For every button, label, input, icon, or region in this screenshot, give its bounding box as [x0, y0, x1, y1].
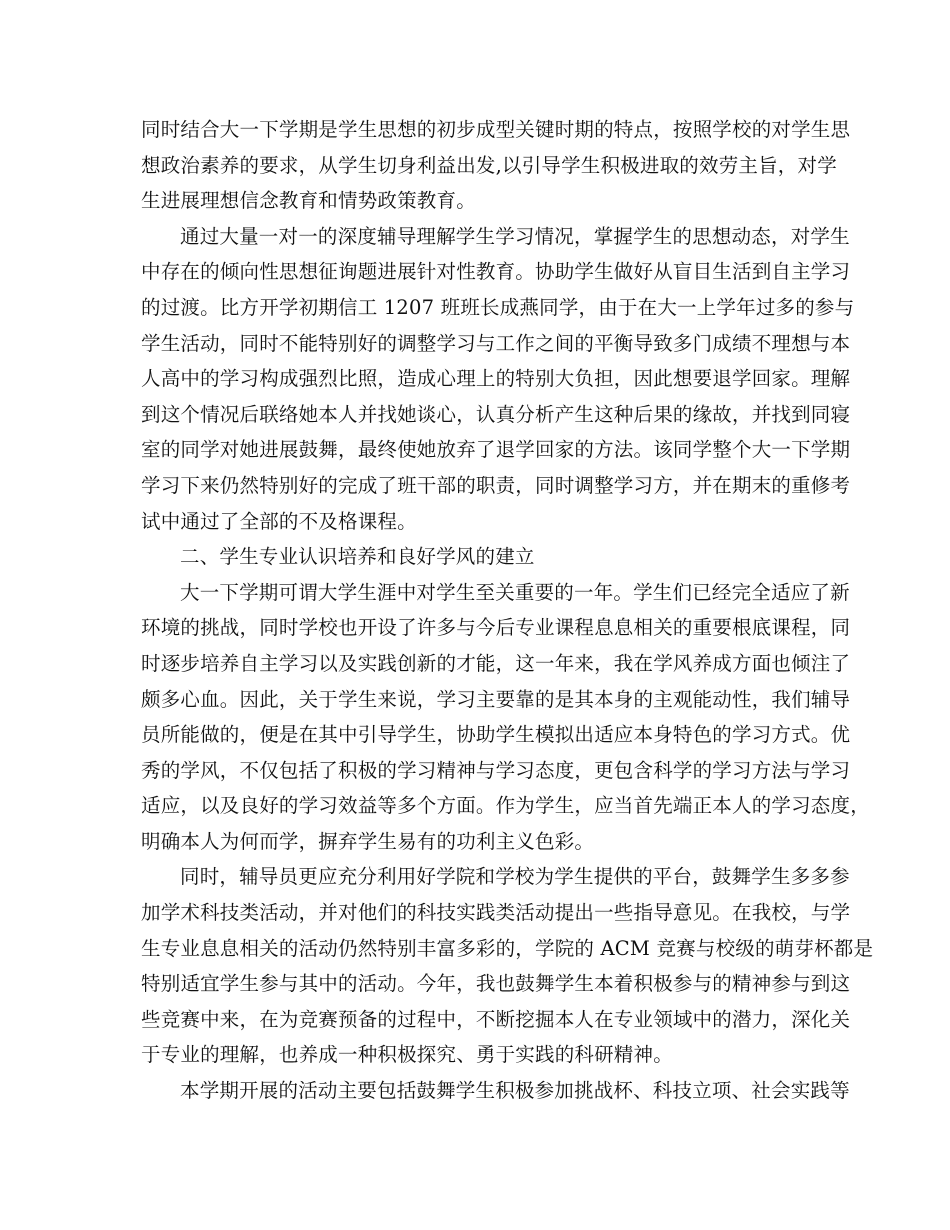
text-line: 同时，辅导员更应充分利用好学院和学校为学生提供的平台，鼓舞学生多多参: [180, 865, 850, 889]
text-line: 环境的挑战，同时学校也开设了许多与今后专业课程息息相关的重要根底课程，同: [141, 616, 851, 640]
text-line: 二、学生专业认识培养和良好学风的建立: [180, 545, 535, 569]
text-line: 同时结合大一下学期是学生思想的初步成型关键时期的特点，按照学校的对学生思: [141, 118, 851, 141]
text-line: 生专业息息相关的活动仍然特别丰富多彩的，学院的 ACM 竞赛与校级的萌芽杯都是: [141, 936, 874, 960]
text-line: 到这个情况后联络她本人并找她谈心，认真分析产生这种后果的缘故，并找到同寝: [141, 402, 851, 426]
text-line: 些竞赛中来，在为竞赛预备的过程中，不断挖掘本人在专业领域中的潜力，深化关: [141, 1007, 851, 1031]
text-line: 秀的学风，不仅包括了积极的学习精神与学习态度，更包含科学的学习方法与学习: [141, 758, 851, 782]
text-line: 适应，以及良好的学习效益等多个方面。作为学生，应当首先端正本人的学习态度，: [141, 794, 870, 818]
text-line: 特别适宜学生参与其中的活动。今年，我也鼓舞学生本着积极参与的精神参与到这: [141, 972, 851, 996]
text-line: 学生活动，同时不能特别好的调整学习与工作之间的平衡导致多门成绩不理想与本: [141, 331, 851, 355]
text-line: 室的同学对她进展鼓舞，最终使她放弃了退学回家的方法。该同学整个大一下学期: [141, 438, 851, 462]
text-line: 于专业的理解，也养成一种积极探究、勇于实践的科研精神。: [141, 1043, 673, 1067]
text-line: 人高中的学习构成强烈比照，造成心理上的特别大负担，因此想要退学回家。理解: [141, 367, 851, 391]
text-line: 试中通过了全部的不及格课程。: [141, 509, 417, 533]
text-line: 明确本人为何而学，摒弃学生易有的功利主义色彩。: [141, 829, 595, 853]
text-line: 通过大量一对一的深度辅导理解学生学习情况，掌握学生的思想动态，对学生: [180, 224, 850, 248]
text-line: 学习下来仍然特别好的完成了班干部的职责，同时调整学习方，并在期末的重修考: [141, 473, 851, 497]
text-line: 生进展理想信念教育和情势政策教育。: [141, 189, 476, 213]
text-line: 的过渡。比方开学初期信工 1207 班班长成燕同学，由于在大一上学年过多的参与: [141, 295, 855, 319]
text-line: 大一下学期可谓大学生涯中对学生至关重要的一年。学生们已经完全适应了新: [180, 580, 850, 604]
text-line: 员所能做的，便是在其中引导学生，协助学生模拟出适应本身特色的学习方式。优: [141, 723, 851, 747]
text-line: 时逐步培养自主学习以及实践创新的才能，这一年来，我在学风养成方面也倾注了: [141, 651, 851, 675]
document-body: [141, 112, 874, 1109]
text-line: 本学期开展的活动主要包括鼓舞学生积极参加挑战杯、科技立项、社会实践等: [180, 1079, 850, 1103]
text-line: 中存在的倾向性思想征询题进展针对性教育。协助学生做好从盲目生活到自主学习: [141, 260, 851, 284]
text-line: 想政治素养的要求，从学生切身利益出发,以引导学生积极进取的效劳主旨，对学: [141, 153, 837, 177]
text-line: 加学术科技类活动，并对他们的科技实践类活动提出一些指导意见。在我校，与学: [141, 901, 851, 925]
text-line: 颇多心血。因此，关于学生来说，学习主要靠的是其本身的主观能动性，我们辅导: [141, 687, 851, 711]
